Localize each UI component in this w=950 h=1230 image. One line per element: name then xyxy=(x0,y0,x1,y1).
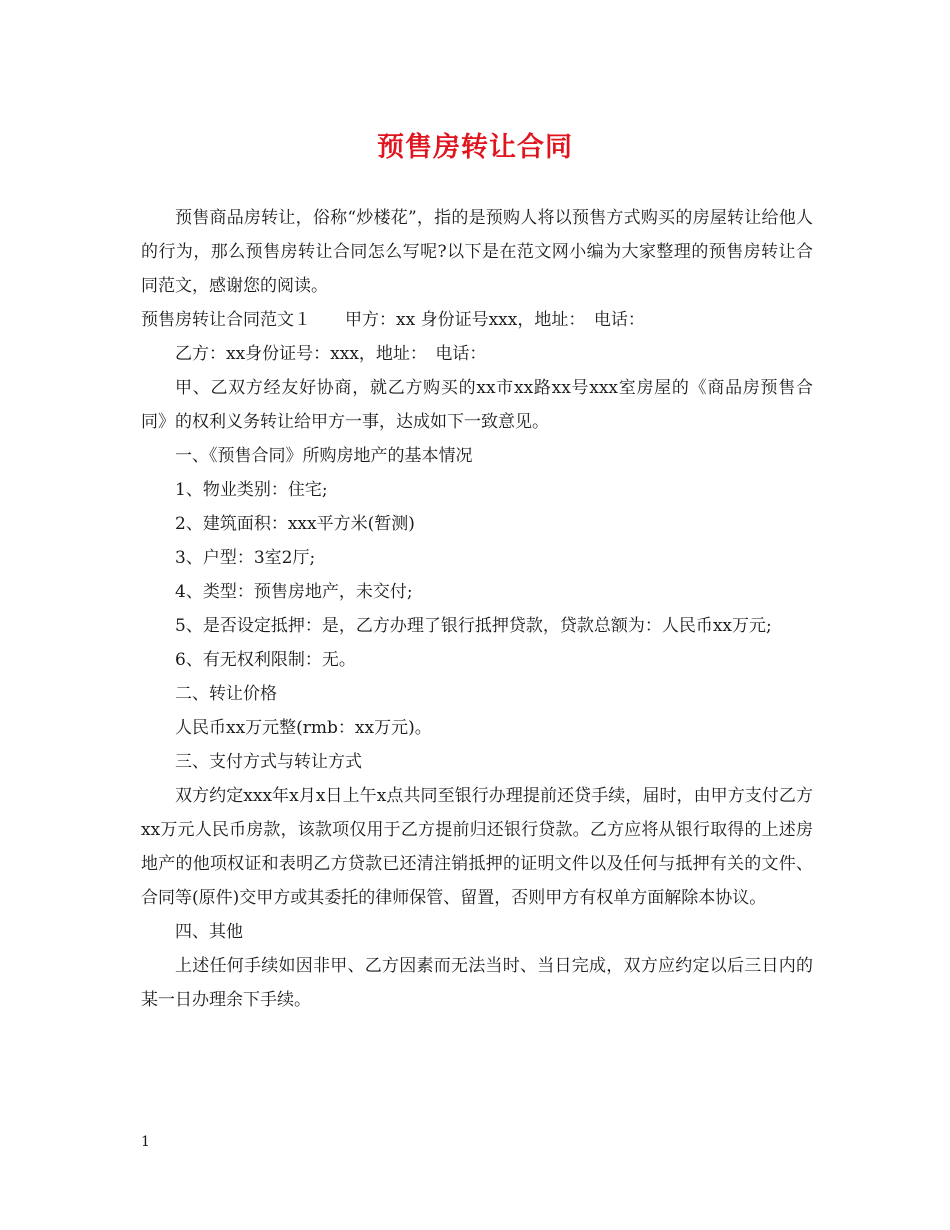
paragraph-intro: 预售商品房转让，俗称“炒楼花”，指的是预购人将以预售方式购买的房屋转让给他人的行为，那么预售房转让合同怎么写呢?以下是在范文网小编为大家整理的预售房转让合同范文，感谢您的阅读。 xyxy=(141,208,813,296)
list-item-floor-area: 2、建筑面积：xxx平方米(暂测) xyxy=(175,514,415,534)
list-item-mortgage: 5、是否设定抵押：是，乙方办理了银行抵押贷款，贷款总额为：人民币xx万元; xyxy=(175,616,772,636)
paragraph-other: 上述任何手续如因非甲、乙方因素而无法当时、当日完成，双方应约定以后三日内的某一日办理余下手续。 xyxy=(141,956,813,1010)
paragraph-payment: 双方约定xxx年x月x日上午x点共同至银行办理提前还贷手续，届时，由甲方支付乙方xx万元人民币房款，该款项仅用于乙方提前归还银行贷款。乙方应将从银行取得的上述房地产的他项权证和表明乙方贷款已还清注销抵押的证明文件以及任何与抵押有关的文件、合同等(原件)交甲方或其委托的律师保管、留置，否则甲方有权单方面解除本协议。 xyxy=(141,786,813,908)
paragraph-party-b: 乙方：xx身份证号：xxx，地址： 电话： xyxy=(175,344,487,364)
section-heading-other: 四、其他 xyxy=(175,922,243,942)
section-heading-payment: 三、支付方式与转让方式 xyxy=(175,752,362,772)
list-item-restrictions: 6、有无权利限制：无。 xyxy=(175,650,356,670)
page-number: 1 xyxy=(141,1134,150,1150)
document-body xyxy=(141,201,813,1017)
list-item-property-type: 1、物业类别：住宅; xyxy=(175,480,328,500)
section-heading-price: 二、转让价格 xyxy=(175,684,277,704)
paragraph-price: 人民币xx万元整(rmb：xx万元)。 xyxy=(175,718,432,738)
section-heading-basic-info: 一、《预售合同》所购房地产的基本情况 xyxy=(175,446,473,466)
paragraph-agreement: 甲、乙双方经友好协商，就乙方购买的xx市xx路xx号xxx室房屋的《商品房预售合同》的权利义务转让给甲方一事，达成如下一致意见。 xyxy=(141,378,813,432)
list-item-layout: 3、户型：3室2厅; xyxy=(175,548,316,568)
paragraph-party-a: 预售房转让合同范文１ 甲方：xx 身份证号xxx，地址： 电话： xyxy=(141,310,645,330)
document-title: 预售房转让合同 xyxy=(377,132,573,163)
list-item-category: 4、类型：预售房地产，未交付; xyxy=(175,582,413,602)
